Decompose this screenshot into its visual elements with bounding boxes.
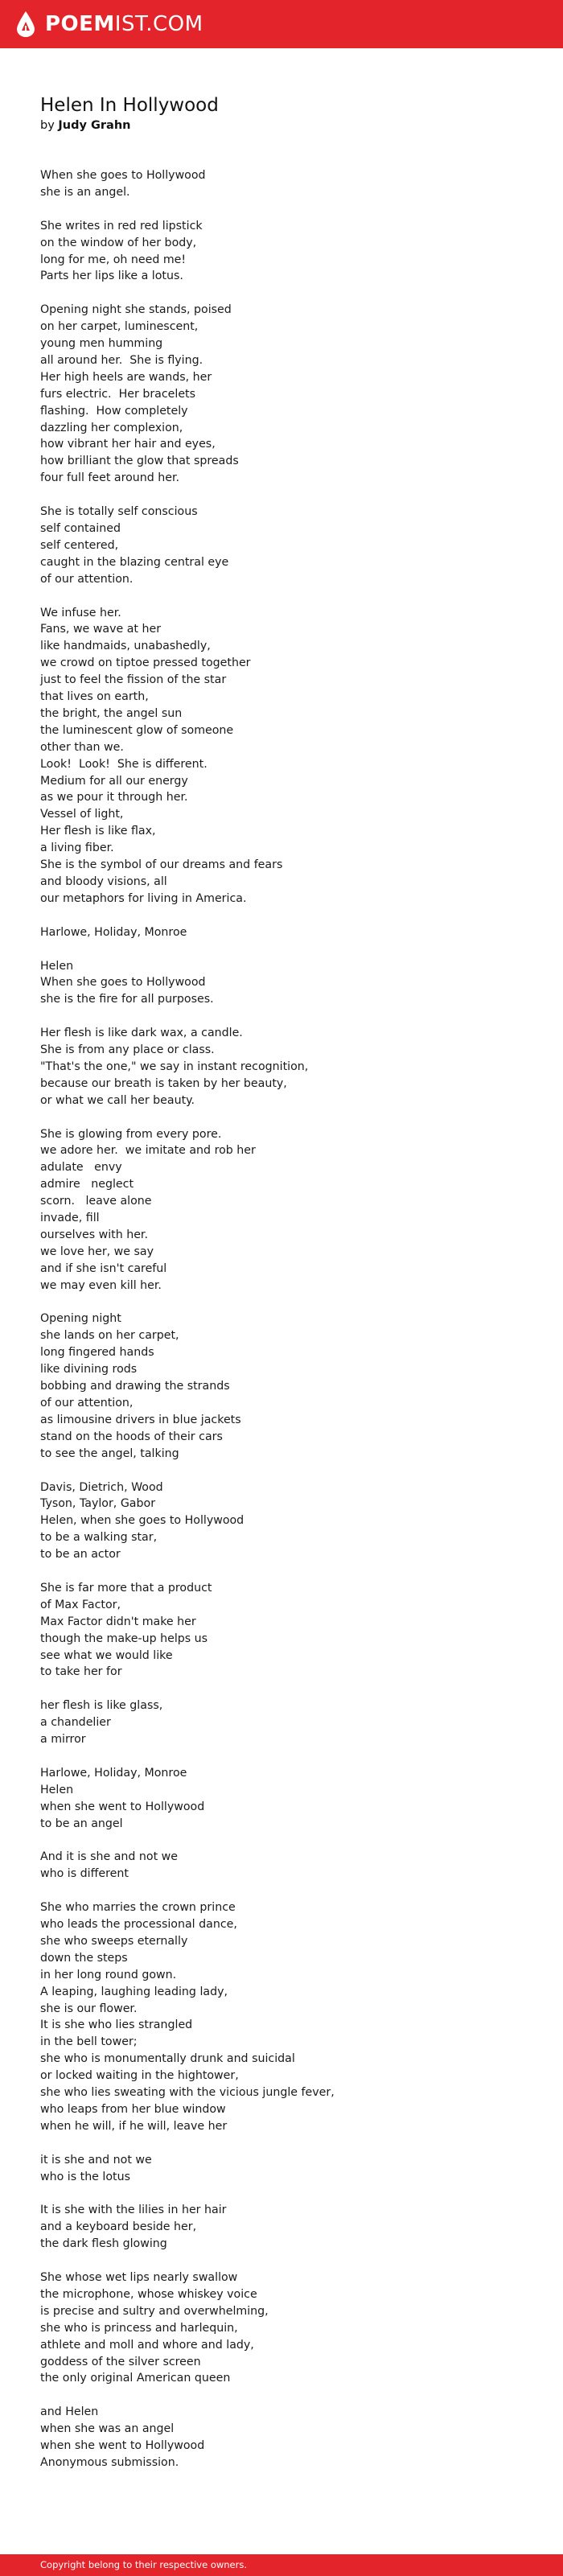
site-footer <box>0 2554 563 2576</box>
poem-line: Her flesh is like flax, <box>40 825 156 838</box>
poem-line: of our attention. <box>40 572 134 586</box>
poem-stanza <box>40 302 523 487</box>
site-header <box>0 0 563 48</box>
poem-line: Helen, when she goes to Hollywood <box>40 1514 245 1528</box>
logo-light-text: IST.COM <box>114 12 203 36</box>
poem-line: she lands on her carpet, <box>40 1329 179 1343</box>
poem-line: A leaping, laughing leading lady, <box>40 1985 228 1998</box>
poem-line: She who marries the crown prince <box>40 1901 236 1915</box>
poem-stanza <box>40 1126 523 1294</box>
poem-stanza <box>40 218 523 286</box>
poem-line: the luminescent glow of someone <box>40 723 234 737</box>
poem-line: and if she isn't careful <box>40 1261 167 1275</box>
poem-line: Vessel of light, <box>40 808 124 821</box>
poem-line: a mirror <box>40 1733 86 1747</box>
poem-line: the dark flesh glowing <box>40 2237 167 2251</box>
poem-line: Fans, we wave at her <box>40 623 162 636</box>
poem-line: Opening night <box>40 1312 121 1326</box>
poem-line: ourselves with her. <box>40 1228 148 1241</box>
ink-drop-icon <box>14 10 37 38</box>
poem-line: Max Factor didn't make her <box>40 1615 196 1628</box>
poem-stanza <box>40 2269 523 2387</box>
poem-line: a living fiber. <box>40 842 114 855</box>
poem-line: of our attention, <box>40 1397 134 1410</box>
poem-line: She is totally self conscious <box>40 505 198 519</box>
poem-line: she is an angel. <box>40 185 130 199</box>
poem-line: When she goes to Hollywood <box>40 169 206 182</box>
poem-line: the only original American queen <box>40 2372 231 2385</box>
poem-line: she who is princess and harlequin, <box>40 2321 238 2335</box>
poem-line: She writes in red red lipstick <box>40 219 203 232</box>
poem-line: other than we. <box>40 740 124 754</box>
poem-line: Harlowe, Holiday, Monroe <box>40 925 187 939</box>
poem-line: just to feel the fission of the star <box>40 673 227 687</box>
poem-line: to see the angel, talking <box>40 1446 179 1460</box>
poem-line: is precise and sultry and overwhelming, <box>40 2304 269 2318</box>
poem-line: flashing. How completely <box>40 404 188 418</box>
poem-line: the microphone, whose whiskey voice <box>40 2287 257 2301</box>
poem-line: self centered, <box>40 538 119 552</box>
poem-line: invade, fill <box>40 1212 100 1225</box>
poem-line: Medium for all our energy <box>40 774 188 788</box>
poem-line: long for me, oh need me! <box>40 253 187 266</box>
poem-line: And it is she and not we <box>40 1850 178 1864</box>
poem-line: she is our flower. <box>40 2002 138 2015</box>
poem-stanza <box>40 1025 523 1109</box>
poem-line: Anonymous submission. <box>40 2455 179 2469</box>
poem-line: when she went to Hollywood <box>40 2439 205 2453</box>
poem-line: long fingered hands <box>40 1346 154 1360</box>
poem-line: caught in the blazing central eye <box>40 555 229 569</box>
poem-line: Her flesh is like dark wax, a candle. <box>40 1027 243 1040</box>
poem-line: Helen <box>40 1783 74 1796</box>
poem-stanza <box>40 1311 523 1462</box>
poem-stanza <box>40 504 523 588</box>
poem-line: or what we call her beauty. <box>40 1093 195 1107</box>
poem-line: in the bell tower; <box>40 2035 138 2049</box>
poem-line: because our breath is taken by her beauty, <box>40 1076 287 1090</box>
poem-line: we adore her. we imitate and rob her <box>40 1144 256 1158</box>
poem-line: She whose wet lips nearly swallow <box>40 2271 238 2284</box>
poem-stanza <box>40 958 523 1009</box>
poem-line: we crowd on tiptoe pressed together <box>40 656 251 670</box>
poem-line: Harlowe, Holiday, Monroe <box>40 1766 187 1780</box>
poem-line: all around her. She is flying. <box>40 353 203 367</box>
poem-stanza <box>40 1697 523 1748</box>
poem-line: and a keyboard beside her, <box>40 2220 197 2234</box>
poem-line: who leads the processional dance, <box>40 1918 237 1932</box>
poem-line: "That's the one," we say in instant recognition, <box>40 1060 309 1073</box>
poem-line: admire neglect <box>40 1178 134 1191</box>
poem-line: four full feet around her. <box>40 471 180 485</box>
poem-line: Helen <box>40 959 74 973</box>
poem-line: as we pour it through her. <box>40 791 188 804</box>
poem-line: to take her for <box>40 1665 122 1679</box>
poem-line: When she goes to Hollywood <box>40 976 206 990</box>
poem-stanza <box>40 1765 523 1833</box>
poem-stanza <box>40 2404 523 2471</box>
by-label: by <box>40 119 55 132</box>
poem-line: as limousine drivers in blue jackets <box>40 1413 241 1426</box>
poem-line: stand on the hoods of their cars <box>40 1430 223 1443</box>
poem-stanza <box>40 167 523 201</box>
poem-line: like divining rods <box>40 1363 138 1376</box>
poem-container <box>40 93 523 2488</box>
poem-line: how brilliant the glow that spreads <box>40 455 239 468</box>
poem-line: She is from any place or class. <box>40 1043 215 1057</box>
poem-line: dazzling her complexion, <box>40 421 183 434</box>
poem-line: Tyson, Taylor, Gabor <box>40 1497 156 1511</box>
poem-stanza <box>40 2202 523 2253</box>
poem-stanza <box>40 605 523 907</box>
poem-line: Her high heels are wands, her <box>40 370 212 384</box>
poem-line: goddess of the silver screen <box>40 2355 201 2368</box>
poem-line: She is the symbol of our dreams and fears <box>40 858 283 872</box>
poem-line: on the window of her body, <box>40 236 197 249</box>
poem-line: young men humming <box>40 337 163 351</box>
footer-copyright: Copyright belong to their respective owners. <box>40 2559 248 2570</box>
poem-line: She is far more that a product <box>40 1581 212 1595</box>
site-logo[interactable] <box>14 10 203 39</box>
poem-line: of Max Factor, <box>40 1598 121 1611</box>
poem-line: that lives on earth, <box>40 690 149 704</box>
poem-line: down the steps <box>40 1951 128 1965</box>
poem-line: like handmaids, unabashedly, <box>40 640 211 653</box>
poem-line: she is the fire for all purposes. <box>40 993 214 1006</box>
poem-line: the bright, the angel sun <box>40 706 183 720</box>
poem-line: she who lies sweating with the vicious jungle fever, <box>40 2086 335 2100</box>
poem-line: who leaps from her blue window <box>40 2102 226 2116</box>
poem-line: to be a walking star, <box>40 1531 158 1545</box>
poem-line: Davis, Dietrich, Wood <box>40 1480 163 1494</box>
poem-line: we may even kill her. <box>40 1278 162 1292</box>
poem-line: Opening night she stands, poised <box>40 303 232 317</box>
poem-stanza <box>40 1580 523 1681</box>
poem-line: who is the lotus <box>40 2170 130 2183</box>
poem-line: adulate envy <box>40 1161 122 1175</box>
poem-line: when she went to Hollywood <box>40 1800 205 1813</box>
poem-line: and bloody visions, all <box>40 875 167 888</box>
poem-line: how vibrant her hair and eyes, <box>40 438 216 451</box>
poem-line: It is she who lies strangled <box>40 2018 193 2032</box>
poem-line: see what we would like <box>40 1648 173 1662</box>
poem-line: though the make-up helps us <box>40 1632 208 1645</box>
poem-line: she who sweeps eternally <box>40 1934 188 1948</box>
poem-stanza <box>40 1899 523 2135</box>
poem-byline <box>40 117 523 134</box>
poem-line: who is different <box>40 1867 129 1881</box>
poem-line: to be an actor <box>40 1548 121 1562</box>
site-logo-text <box>45 10 203 39</box>
logo-bold-text: POEM <box>45 12 115 36</box>
poem-line: It is she with the lilies in her hair <box>40 2204 227 2217</box>
poem-line: bobbing and drawing the strands <box>40 1380 230 1393</box>
poem-line: She is glowing from every pore. <box>40 1127 222 1141</box>
poem-line: scorn. leave alone <box>40 1195 152 1208</box>
poem-author[interactable]: Judy Grahn <box>58 119 131 132</box>
poem-stanza <box>40 1849 523 1883</box>
poem-body <box>40 167 523 2471</box>
poem-line: our metaphors for living in America. <box>40 891 247 905</box>
poem-line: when he will, if he will, leave her <box>40 2119 228 2133</box>
poem-line: she who is monumentally drunk and suicidal <box>40 2052 295 2066</box>
poem-line: furs electric. Her bracelets <box>40 387 196 401</box>
poem-stanza <box>40 1479 523 1564</box>
poem-line: in her long round gown. <box>40 1968 177 1981</box>
poem-line: Look! Look! She is different. <box>40 757 208 771</box>
poem-line: it is she and not we <box>40 2153 152 2167</box>
poem-line: on her carpet, luminescent, <box>40 320 199 334</box>
poem-line: athlete and moll and whore and lady, <box>40 2338 254 2352</box>
poem-title: Helen In Hollywood <box>40 95 219 116</box>
poem-line: Parts her lips like a lotus. <box>40 270 183 283</box>
poem-stanza <box>40 924 523 941</box>
poem-line: we love her, we say <box>40 1245 154 1258</box>
poem-line: to be an angel <box>40 1817 123 1830</box>
poem-line: and Helen <box>40 2405 99 2419</box>
poem-line: We infuse her. <box>40 606 121 619</box>
poem-stanza <box>40 2152 523 2186</box>
poem-line: or locked waiting in the hightower, <box>40 2069 239 2083</box>
poem-line: her flesh is like glass, <box>40 1699 163 1713</box>
poem-line: when she was an angel <box>40 2422 175 2436</box>
poem-line: self contained <box>40 521 121 535</box>
poem-line: a chandelier <box>40 1716 111 1730</box>
